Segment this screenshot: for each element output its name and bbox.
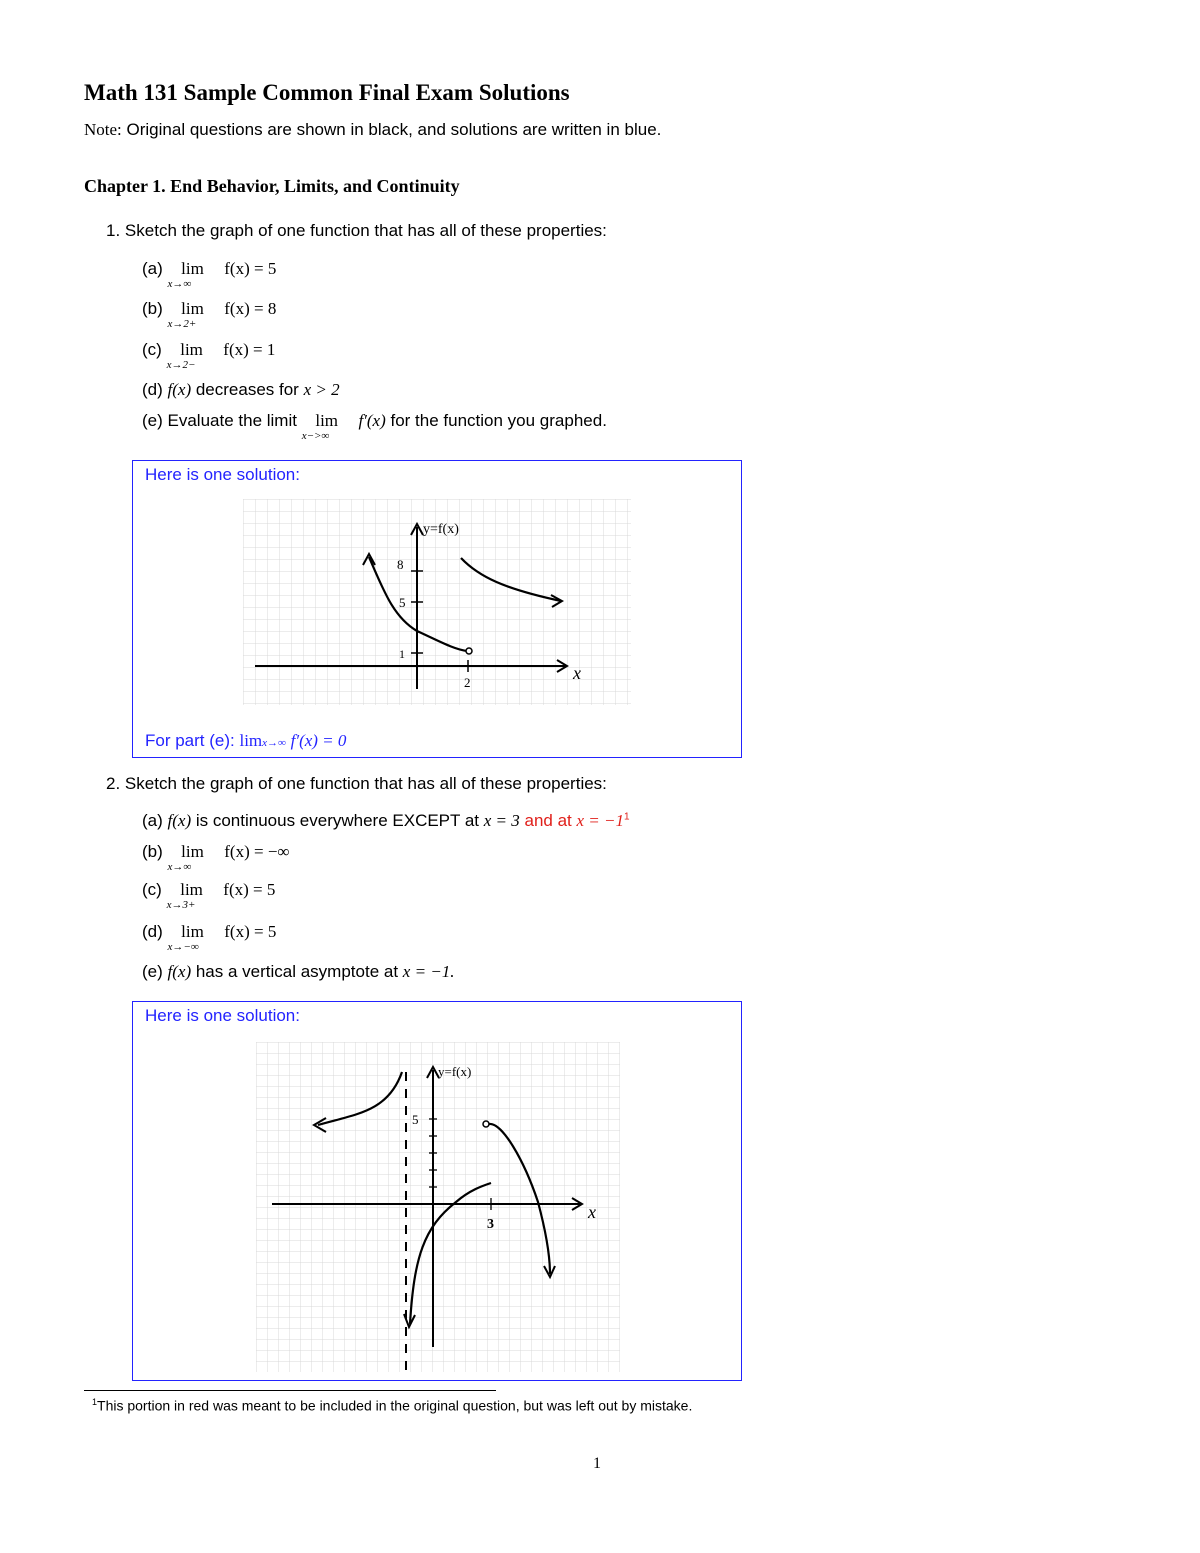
lim-subscript: x→2− (166, 359, 196, 371)
problem-1-part-a (142, 259, 277, 290)
problem-2-part-b (142, 842, 290, 873)
problem-2-text: Sketch the graph of one function that has all of these properties: (124, 774, 607, 793)
lim-word: lim (315, 411, 339, 430)
part-e-sub: x→∞ (262, 737, 286, 749)
footnote-text: This portion in red was meant to be included in the original question, but was left out by mistake. (97, 1397, 693, 1414)
correction-condition: x = −1 (576, 811, 624, 830)
part-e-lim: lim (239, 731, 263, 750)
part-label: (e) (142, 962, 163, 981)
page-title: Math 131 Sample Common Final Exam Solutions (84, 80, 570, 105)
part-e-expr: f′(x) = 0 (290, 731, 347, 750)
x-tick-label: 2 (464, 675, 471, 690)
part-label: (a) (142, 811, 163, 830)
limit-operator (166, 340, 213, 371)
problem-1-part-b (142, 299, 277, 330)
lim-word: lim (181, 922, 204, 941)
part-expression: f(x) = −∞ (224, 842, 290, 861)
note (84, 120, 661, 140)
problem-1-text: Sketch the graph of one function that has all of these properties: (124, 221, 607, 240)
part-label: (a) (142, 259, 163, 278)
solution-graph-2 (256, 1042, 620, 1372)
y-tick-label: 8 (397, 557, 404, 572)
footnote-number: 1 (92, 1397, 98, 1407)
part-label: (c) (142, 880, 162, 899)
lim-word: lim (181, 259, 204, 278)
part-label: (b) (142, 299, 163, 318)
note-text: Original questions are shown in black, and solutions are written in blue. (126, 120, 662, 139)
x-axis-label: x (588, 1202, 596, 1222)
limit-operator (167, 259, 214, 290)
lim-word: lim (180, 880, 203, 899)
lim-subscript: x−>∞ (301, 430, 330, 442)
footnote-mark: 1 (624, 811, 630, 823)
problem-2-part-d (142, 922, 277, 953)
page-number: 1 (593, 1455, 601, 1472)
solution-box-2 (132, 1001, 742, 1381)
limit-operator (167, 922, 214, 953)
solution-part-e (145, 731, 346, 751)
footnote-rule (84, 1390, 496, 1391)
solution-box-1 (132, 460, 742, 758)
chapter-heading: Chapter 1. End Behavior, Limits, and Continuity (84, 176, 460, 196)
problem-1-part-e (142, 411, 607, 442)
y-tick-label: 5 (399, 595, 406, 610)
lim-subscript: x→3+ (166, 899, 196, 911)
limit-operator (167, 842, 214, 873)
lim-subscript: x→2+ (167, 318, 197, 330)
x-axis-label: x (573, 663, 581, 683)
part-label: (c) (142, 340, 162, 359)
part-condition: x = 3 (483, 811, 520, 830)
problem-2 (106, 774, 607, 794)
problem-2-number: 2. (106, 774, 121, 793)
limit-operator (301, 411, 348, 442)
part-function: f(x) (167, 811, 192, 830)
part-expression: f(x) = 5 (223, 880, 276, 899)
problem-1-number: 1. (106, 221, 121, 240)
part-expression: f(x) = 8 (224, 299, 277, 318)
solution-intro: Here is one solution: (145, 1006, 300, 1025)
part-expression: f(x) = 1 (223, 340, 276, 359)
problem-2-part-e (142, 962, 455, 982)
part-text: for the function you graphed. (390, 411, 607, 430)
open-circle-icon (483, 1121, 489, 1127)
part-pre: Evaluate the limit (167, 411, 297, 430)
part-expression: f(x) = 5 (224, 922, 277, 941)
solution-graph-1 (243, 499, 631, 705)
open-circle-icon (466, 648, 472, 654)
lim-word: lim (180, 340, 203, 359)
problem-2-part-a (142, 811, 630, 831)
part-label: (e) (142, 411, 163, 430)
graph-grid (256, 1042, 620, 1372)
part-expression: f(x) = 5 (224, 259, 277, 278)
problem-1-part-d (142, 380, 340, 400)
part-expression: f′(x) (358, 411, 386, 430)
part-text: has a vertical asymptote at (195, 962, 399, 981)
problem-1-part-c (142, 340, 276, 371)
correction-text: and at (524, 811, 572, 830)
part-text: decreases for (195, 380, 299, 399)
note-label: Note: (84, 120, 122, 139)
part-label: (b) (142, 842, 163, 861)
lim-word: lim (181, 842, 204, 861)
y-axis-label: y=f(x) (423, 522, 459, 537)
part-condition: x = −1. (402, 962, 455, 981)
part-label: (d) (142, 922, 163, 941)
solution-intro: Here is one solution: (145, 465, 300, 484)
limit-operator (166, 880, 213, 911)
part-condition: x > 2 (303, 380, 340, 399)
part-text: is continuous everywhere EXCEPT at (195, 811, 479, 830)
y-axis-label: y=f(x) (438, 1064, 472, 1079)
y-tick-label: 5 (412, 1112, 419, 1127)
limit-operator (167, 299, 214, 330)
lim-subscript: x→−∞ (167, 941, 199, 953)
part-e-label: For part (e): (145, 731, 235, 750)
lim-subscript: x→∞ (167, 278, 192, 290)
problem-2-part-c (142, 880, 276, 911)
lim-subscript: x→∞ (167, 861, 192, 873)
part-label: (d) (142, 380, 163, 399)
lim-word: lim (181, 299, 204, 318)
x-tick-label: 3 (487, 1217, 494, 1232)
y-tick-label: 1 (399, 647, 405, 661)
footnote (92, 1397, 692, 1414)
part-function: f(x) (167, 380, 192, 399)
problem-1 (106, 221, 607, 241)
part-function: f(x) (167, 962, 192, 981)
